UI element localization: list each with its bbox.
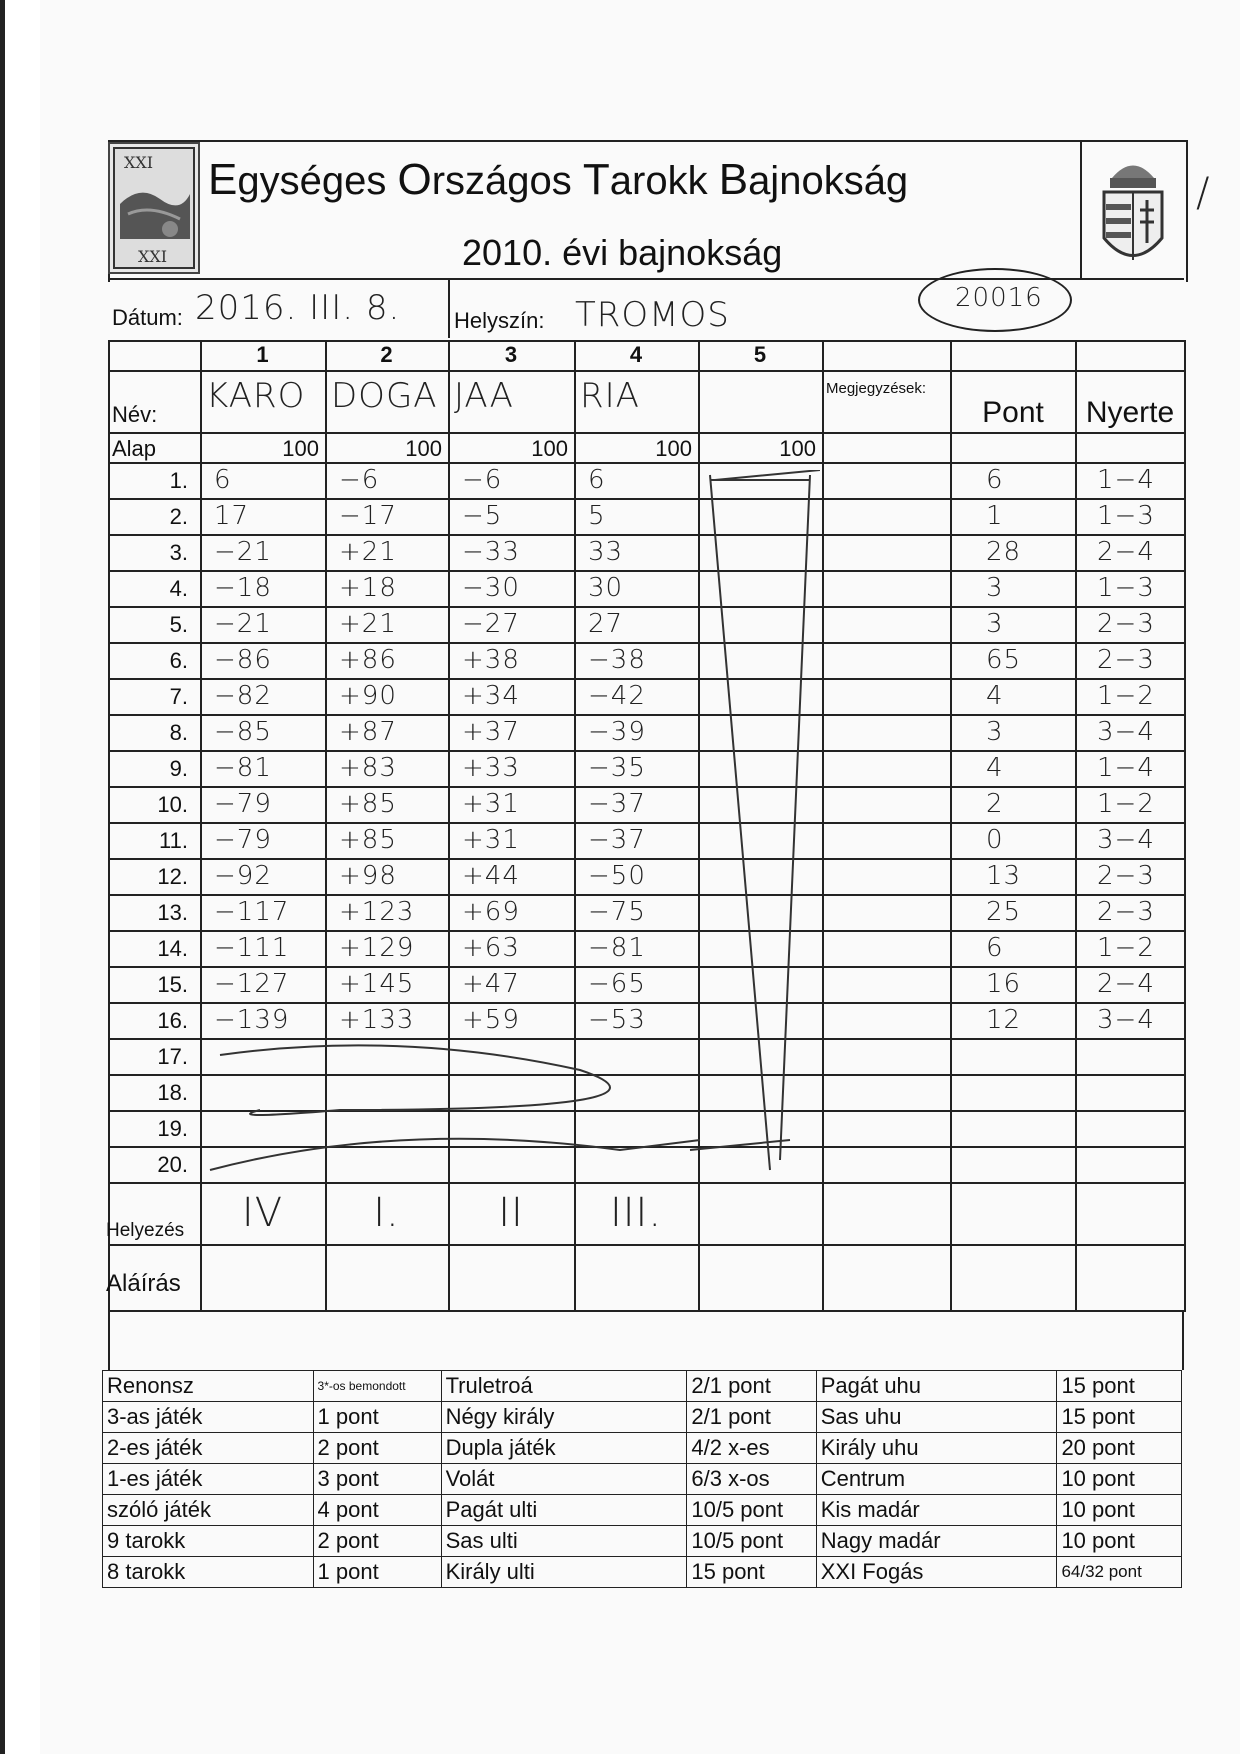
round-number: 5. xyxy=(169,612,188,637)
winner-cell: 2−4 xyxy=(1097,537,1155,567)
base-value: 100 xyxy=(531,436,568,461)
base-value: 100 xyxy=(282,436,319,461)
score-cell: −81 xyxy=(214,753,272,783)
score-cell: −139 xyxy=(214,1005,290,1035)
reference-cell: 6/3 x-os xyxy=(687,1464,816,1495)
winner-cell: 1−2 xyxy=(1097,681,1155,711)
winner-cell: 2−3 xyxy=(1097,609,1155,639)
date-value: 2016. III. 8. xyxy=(195,288,401,328)
placement-value: IV xyxy=(241,1190,284,1236)
reference-cell: 10 pont xyxy=(1057,1464,1182,1495)
venue-label: Helyszín: xyxy=(454,308,545,333)
score-cell: +145 xyxy=(339,969,415,999)
score-cell: +44 xyxy=(462,861,520,891)
signature-label: Aláírás xyxy=(106,1270,181,1297)
score-cell: −81 xyxy=(588,933,646,963)
score-cell: 17 xyxy=(214,501,250,531)
round-number: 15. xyxy=(157,972,188,997)
reference-cell: 15 pont xyxy=(1057,1371,1182,1402)
column-number: 1 xyxy=(256,342,269,367)
score-cell: −82 xyxy=(214,681,272,711)
tarot-card-logo xyxy=(108,142,200,274)
grid-line xyxy=(108,432,1184,434)
reference-row xyxy=(103,1464,1182,1495)
score-cell: 27 xyxy=(588,609,624,639)
reference-cell: 2-es játék xyxy=(103,1433,314,1464)
grid-line xyxy=(1075,340,1077,1310)
score-cell: 5 xyxy=(588,501,606,531)
reference-cell: 1 pont xyxy=(313,1402,441,1433)
svg-text:XXI: XXI xyxy=(124,153,154,172)
round-number: 13. xyxy=(157,900,188,925)
title-word: Országos xyxy=(397,155,583,204)
winner-cell: 3−4 xyxy=(1097,717,1155,747)
score-cell: −6 xyxy=(462,465,503,495)
score-cell: −5 xyxy=(462,501,503,531)
date-label: Dátum: xyxy=(112,305,183,330)
score-cell: +90 xyxy=(339,681,397,711)
score-cell: −27 xyxy=(462,609,520,639)
base-value: 100 xyxy=(405,436,442,461)
score-cell: +38 xyxy=(462,645,520,675)
venue-value: TROMOS xyxy=(575,295,730,335)
score-cell: −6 xyxy=(339,465,380,495)
reference-cell: 8 tarokk xyxy=(103,1557,314,1588)
points-cell: 12 xyxy=(986,1005,1022,1035)
points-cell: 16 xyxy=(986,969,1022,999)
reference-cell: 1-es játék xyxy=(103,1464,314,1495)
reference-row xyxy=(103,1557,1182,1588)
page-title xyxy=(208,155,908,205)
score-cell: +18 xyxy=(339,573,397,603)
round-number: 18. xyxy=(157,1080,188,1105)
reference-row xyxy=(103,1402,1182,1433)
score-cell: −65 xyxy=(588,969,646,999)
score-cell: −127 xyxy=(214,969,290,999)
column-number: 4 xyxy=(629,342,643,367)
round-number: 3. xyxy=(169,540,188,565)
round-number: 17. xyxy=(157,1044,188,1069)
score-cell: −33 xyxy=(462,537,520,567)
reference-cell: Volát xyxy=(441,1464,687,1495)
placement-value: II xyxy=(498,1190,524,1236)
score-cell: +59 xyxy=(462,1005,520,1035)
points-cell: 1 xyxy=(986,501,1004,531)
score-cell: −21 xyxy=(214,609,272,639)
points-cell: 65 xyxy=(986,645,1022,675)
reference-row xyxy=(103,1371,1182,1402)
reference-cell: XXI Fogás xyxy=(816,1557,1057,1588)
title-word: Tarokk xyxy=(582,155,719,204)
coat-of-arms-logo xyxy=(1092,148,1174,278)
score-cell: +85 xyxy=(339,789,397,819)
base-label: Alap xyxy=(112,436,157,461)
base-value: 100 xyxy=(655,436,692,461)
round-number: 19. xyxy=(157,1116,188,1141)
player-name: DOGA xyxy=(331,376,438,416)
round-number: 7. xyxy=(169,684,188,709)
score-cell: +47 xyxy=(462,969,520,999)
round-number: 12. xyxy=(157,864,188,889)
reference-cell: Dupla játék xyxy=(441,1433,687,1464)
score-cell: −117 xyxy=(214,897,290,927)
reference-cell: szóló játék xyxy=(103,1495,314,1526)
reference-cell: 10/5 pont xyxy=(687,1495,816,1526)
points-cell: 3 xyxy=(986,573,1004,603)
reference-cell: Nagy madár xyxy=(816,1526,1057,1557)
grid-line xyxy=(108,1310,1184,1312)
reference-cell: 3 pont xyxy=(313,1464,441,1495)
circled-code-text: 20016 xyxy=(955,283,1043,313)
player-name: KARO xyxy=(206,376,306,416)
score-cell: +69 xyxy=(462,897,520,927)
reference-row xyxy=(103,1495,1182,1526)
points-label: Pont xyxy=(982,396,1044,429)
page-subtitle: 2010. évi bajnokság xyxy=(462,232,783,273)
reference-cell: 10/5 pont xyxy=(687,1526,816,1557)
round-number: 10. xyxy=(157,792,188,817)
score-cell: −39 xyxy=(588,717,646,747)
score-cell: −92 xyxy=(214,861,272,891)
score-cell: +133 xyxy=(339,1005,415,1035)
points-cell: 2 xyxy=(986,789,1004,819)
reference-cell: Király ulti xyxy=(441,1557,687,1588)
score-cell: +31 xyxy=(462,825,520,855)
reference-cell: 10 pont xyxy=(1057,1495,1182,1526)
player-name: RIA xyxy=(580,376,640,416)
round-number: 9. xyxy=(169,756,188,781)
score-cell: −50 xyxy=(588,861,646,891)
score-cell: −111 xyxy=(214,933,290,963)
score-cell: +86 xyxy=(339,645,397,675)
player-name: JAA xyxy=(454,376,514,416)
reference-cell: 15 pont xyxy=(1057,1402,1182,1433)
reference-row xyxy=(103,1526,1182,1557)
score-cell: +63 xyxy=(462,933,520,963)
column-number: 3 xyxy=(504,342,518,367)
round-number: 8. xyxy=(169,720,188,745)
points-cell: 3 xyxy=(986,717,1004,747)
score-cell: +34 xyxy=(462,681,520,711)
reference-cell: Pagát uhu xyxy=(816,1371,1057,1402)
winner-cell: 1−3 xyxy=(1097,501,1155,531)
column-number: 5 xyxy=(753,342,767,367)
round-number: 11. xyxy=(159,828,188,853)
grid-line xyxy=(950,340,952,1310)
winner-cell: 1−4 xyxy=(1097,465,1155,495)
placement-value: I. xyxy=(373,1190,400,1236)
reference-cell: 1 pont xyxy=(313,1557,441,1588)
round-number: 1. xyxy=(169,468,188,493)
winner-cell: 1−2 xyxy=(1097,789,1155,819)
score-cell: −37 xyxy=(588,789,646,819)
winner-cell: 1−2 xyxy=(1097,933,1155,963)
points-cell: 0 xyxy=(986,825,1004,855)
score-cell: +123 xyxy=(339,897,415,927)
reference-cell: Sas uhu xyxy=(816,1402,1057,1433)
score-cell: 30 xyxy=(588,573,624,603)
score-cell: +31 xyxy=(462,789,520,819)
round-number: 14. xyxy=(157,936,188,961)
score-cell: +98 xyxy=(339,861,397,891)
round-number: 16. xyxy=(157,1008,188,1033)
reference-cell: 3-as játék xyxy=(103,1402,314,1433)
winner-cell: 2−3 xyxy=(1097,645,1155,675)
score-cell: +85 xyxy=(339,825,397,855)
reference-cell: 2 pont xyxy=(313,1433,441,1464)
reference-cell: 15 pont xyxy=(687,1557,816,1588)
score-cell: −37 xyxy=(588,825,646,855)
score-cell: −53 xyxy=(588,1005,646,1035)
reference-cell: Négy király xyxy=(441,1402,687,1433)
round-number: 2. xyxy=(169,504,188,529)
score-cell: +83 xyxy=(339,753,397,783)
reference-cell: Centrum xyxy=(816,1464,1057,1495)
reference-cell: 4/2 x-es xyxy=(687,1433,816,1464)
score-cell: 6 xyxy=(214,465,232,495)
placement-value: III. xyxy=(609,1190,663,1236)
points-cell: 4 xyxy=(986,681,1004,711)
reference-cell: 2/1 pont xyxy=(687,1402,816,1433)
grid-line xyxy=(108,370,1184,372)
points-cell: 3 xyxy=(986,609,1004,639)
winner-cell: 2−4 xyxy=(1097,969,1155,999)
round-number: 20. xyxy=(157,1152,188,1177)
winner-label: Nyerte xyxy=(1085,396,1175,429)
placement-label: Helyezés xyxy=(106,1220,185,1241)
score-cell: −79 xyxy=(214,789,272,819)
score-cell: +33 xyxy=(462,753,520,783)
reference-cell: 2/1 pont xyxy=(687,1371,816,1402)
round-number: 4. xyxy=(169,576,188,601)
winner-cell: 2−3 xyxy=(1097,897,1155,927)
score-cell: −79 xyxy=(214,825,272,855)
grid-line xyxy=(822,340,824,1310)
score-cell: −35 xyxy=(588,753,646,783)
reference-row xyxy=(103,1433,1182,1464)
base-value: 100 xyxy=(779,436,816,461)
round-number: 6. xyxy=(169,648,188,673)
points-cell: 6 xyxy=(986,933,1004,963)
winner-cell: 1−3 xyxy=(1097,573,1155,603)
score-cell: +87 xyxy=(339,717,397,747)
score-cell: −38 xyxy=(588,645,646,675)
reference-cell: 4 pont xyxy=(313,1495,441,1526)
winner-cell: 3−4 xyxy=(1097,825,1155,855)
winner-cell: 2−3 xyxy=(1097,861,1155,891)
reference-cell: 20 pont xyxy=(1057,1433,1182,1464)
column-number: 2 xyxy=(380,342,393,367)
score-cell: 6 xyxy=(588,465,606,495)
scoring-reference-table xyxy=(102,1370,1182,1588)
reference-cell: Sas ulti xyxy=(441,1526,687,1557)
grid-line xyxy=(1182,1310,1184,1370)
strikethrough-marks xyxy=(100,470,820,1190)
title-word: Egységes xyxy=(208,155,398,204)
score-cell: −21 xyxy=(214,537,272,567)
score-cell: −42 xyxy=(588,681,646,711)
reference-cell: 2 pont xyxy=(313,1526,441,1557)
reference-cell: Kis madár xyxy=(816,1495,1057,1526)
score-cell: +37 xyxy=(462,717,520,747)
notes-label: Megjegyzések: xyxy=(826,380,927,397)
points-cell: 25 xyxy=(986,897,1022,927)
reference-cell: Truletroá xyxy=(441,1371,687,1402)
grid-line xyxy=(108,462,1184,464)
winner-cell: 1−4 xyxy=(1097,753,1155,783)
reference-cell: Pagát ulti xyxy=(441,1495,687,1526)
score-cell: −17 xyxy=(339,501,397,531)
title-word: Bajnokság xyxy=(718,155,909,204)
grid-line xyxy=(108,1244,1184,1246)
reference-cell: 3*-os bemondott xyxy=(313,1371,441,1402)
score-cell: +21 xyxy=(339,609,397,639)
reference-cell: 64/32 pont xyxy=(1057,1557,1182,1588)
winner-cell: 3−4 xyxy=(1097,1005,1155,1035)
reference-cell: 10 pont xyxy=(1057,1526,1182,1557)
score-cell: −85 xyxy=(214,717,272,747)
points-cell: 13 xyxy=(986,861,1022,891)
reference-cell: Király uhu xyxy=(816,1433,1057,1464)
score-cell: −86 xyxy=(214,645,272,675)
score-cell: 33 xyxy=(588,537,624,567)
score-cell: +21 xyxy=(339,537,397,567)
score-cell: +129 xyxy=(339,933,415,963)
points-cell: 4 xyxy=(986,753,1004,783)
margin-mark: / xyxy=(1196,170,1211,216)
score-cell: −75 xyxy=(588,897,646,927)
points-cell: 6 xyxy=(986,465,1004,495)
svg-text:XXI: XXI xyxy=(138,247,168,266)
reference-cell: 9 tarokk xyxy=(103,1526,314,1557)
points-cell: 28 xyxy=(986,537,1022,567)
grid-line xyxy=(108,1310,110,1370)
score-cell: −18 xyxy=(214,573,272,603)
reference-cell: Renonsz xyxy=(103,1371,314,1402)
score-cell: −30 xyxy=(462,573,520,603)
name-label: Név: xyxy=(112,402,158,427)
